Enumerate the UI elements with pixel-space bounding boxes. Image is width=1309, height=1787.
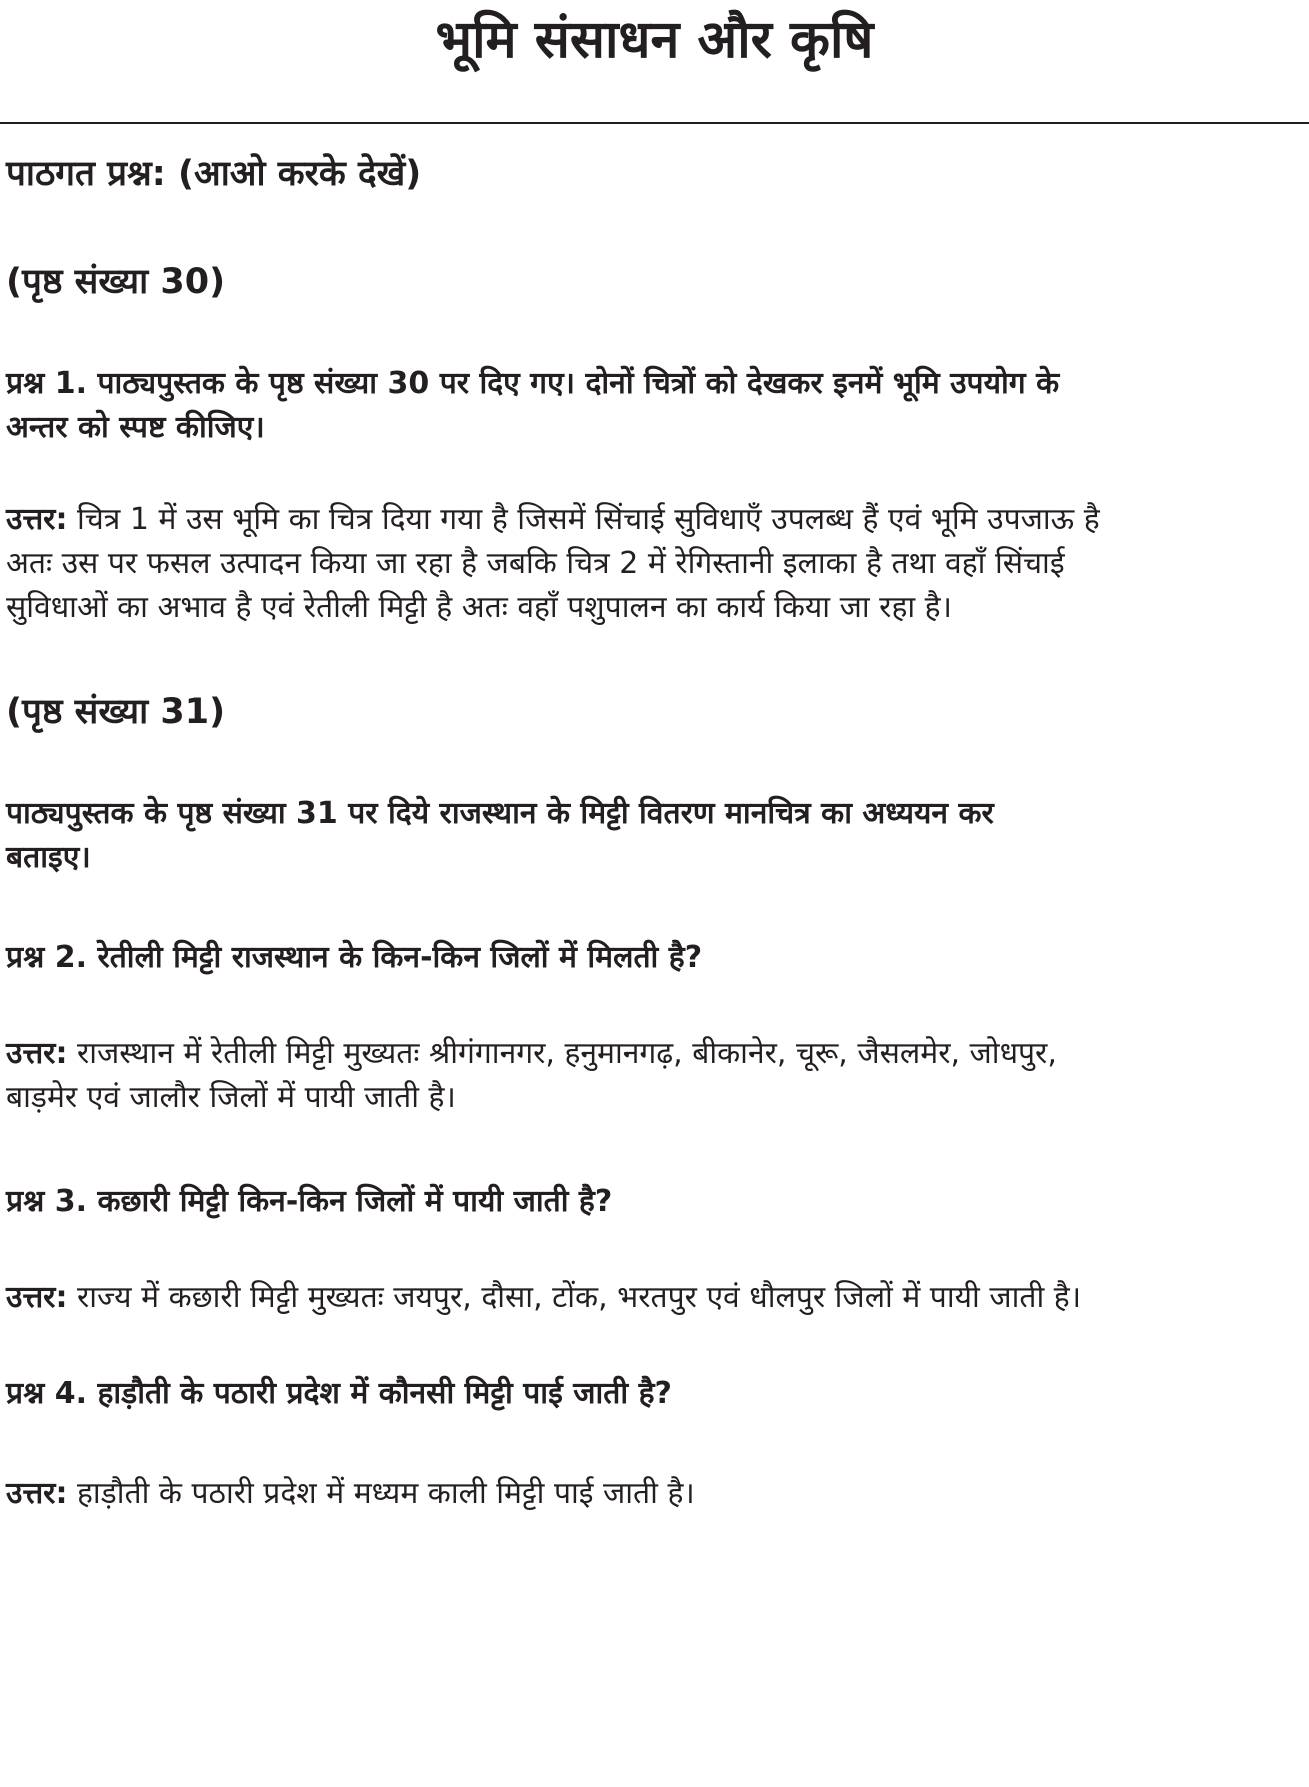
question-1-line-2: अन्तर को स्पष्ट कीजिए। — [6, 410, 265, 445]
answer-2-line-2: बाड़मेर एवं जालौर जिलों में पायी जाती है। — [6, 1080, 456, 1115]
map-instruction-line-2: बताइए। — [6, 840, 91, 875]
question-1 — [6, 362, 1296, 450]
map-instruction-line-1: पाठ्यपुस्तक के पृष्ठ संख्या 31 पर दिये राजस्थान के मिट्टी वितरण मानचित्र का अध्ययन कर — [6, 796, 994, 831]
answer-3-text: राज्य में कछारी मिट्टी मुख्यतः जयपुर, दौसा, टोंक, भरतपुर एवं धौलपुर जिलों में पायी जाती है। — [67, 1280, 1082, 1315]
question-4: प्रश्न 4. हाड़ौती के पठारी प्रदेश में कौनसी मिट्टी पाई जाती है? — [6, 1376, 672, 1411]
answer-4-label: उत्तर: — [6, 1476, 68, 1511]
answer-4-text: हाड़ौती के पठारी प्रदेश में मध्यम काली मिट्टी पाई जाती है। — [67, 1476, 695, 1511]
answer-1-line-3: सुविधाओं का अभाव है एवं रेतीली मिट्टी है अतः वहाँ पशुपालन का कार्य किया जा रहा है। — [6, 590, 952, 625]
answer-1 — [6, 498, 1296, 630]
title-divider — [0, 122, 1309, 124]
map-instruction — [6, 792, 1296, 880]
answer-2-line-1: राजस्थान में रेतीली मिट्टी मुख्यतः श्रीगंगानगर, हनुमानगढ़, बीकानेर, चूरू, जैसलमेर, जोधपुर, — [67, 1036, 1057, 1071]
answer-2 — [6, 1032, 1296, 1120]
page-reference-31: (पृष्ठ संख्या 31) — [6, 692, 226, 732]
answer-1-line-2: अतः उस पर फसल उत्पादन किया जा रहा है जबकि चित्र 2 में रेगिस्तानी इलाका है तथा वहाँ सिंचाई — [6, 546, 1065, 581]
page-title: भूमि संसाधन और कृषि — [435, 10, 874, 70]
question-3: प्रश्न 3. कछारी मिट्टी किन-किन जिलों में पायी जाती है? — [6, 1184, 613, 1219]
answer-2-label: उत्तर: — [6, 1036, 68, 1071]
answer-3 — [6, 1276, 1296, 1320]
answer-1-line-1: चित्र 1 में उस भूमि का चित्र दिया गया है जिसमें सिंचाई सुविधाएँ उपलब्ध हैं एवं भूमि उपजाऊ है — [67, 502, 1100, 537]
question-2: प्रश्न 2. रेतीली मिट्टी राजस्थान के किन-किन जिलों में मिलती है? — [6, 940, 703, 975]
answer-1-label: उत्तर: — [6, 502, 68, 537]
answer-4 — [6, 1472, 1296, 1516]
answer-3-label: उत्तर: — [6, 1280, 68, 1315]
section-heading: पाठगत प्रश्न: (आओ करके देखें) — [6, 154, 422, 194]
page-reference-30: (पृष्ठ संख्या 30) — [6, 262, 226, 302]
question-1-line-1: प्रश्न 1. पाठ्यपुस्तक के पृष्ठ संख्या 30 पर दिए गए। दोनों चित्रों को देखकर इनमें भूमि उपयोग के — [6, 366, 1060, 401]
